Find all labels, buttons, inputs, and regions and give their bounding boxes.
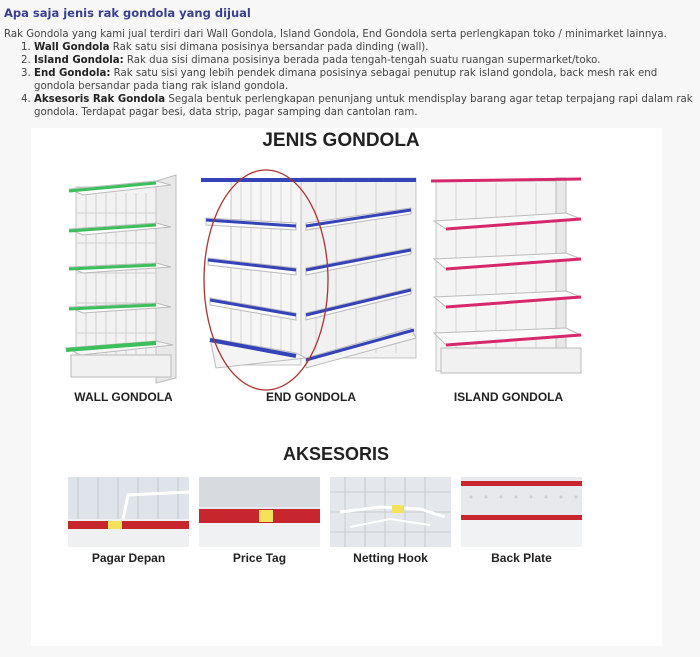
gondola-type-list [4, 41, 694, 119]
caption-netting-hook: Netting Hook [353, 551, 428, 565]
gondola-figure [31, 128, 662, 646]
island-gondola-image [416, 173, 591, 388]
list-item: 4. Aksesoris Rak Gondola Segala bentuk perlengkapan penunjang untuk mendisplay barang agar tetap terpajang rapi dalam rak gondola. Terdapat pagar besi, data strip, pagar samping dan cantolan ram. [34, 93, 694, 119]
wall-gondola-image [61, 173, 191, 388]
intro-block [4, 28, 694, 119]
end-gondola-image [196, 168, 426, 393]
accessory-netting-hook-image [330, 477, 451, 547]
caption-pagar-depan: Pagar Depan [91, 551, 166, 565]
caption-back-plate: Back Plate [491, 551, 552, 565]
caption-wall-gondola: WALL GONDOLA [74, 390, 173, 404]
accessories-heading: AKSESORIS [282, 444, 390, 464]
accessory-price-tag-image [199, 477, 320, 547]
caption-island-gondola: ISLAND GONDOLA [453, 390, 564, 404]
list-item: 1. Wall Gondola Rak satu sisi dimana posisinya bersandar pada dinding (wall). [34, 41, 694, 54]
accessory-back-plate-image [461, 477, 582, 547]
figure-heading: JENIS GONDOLA [262, 130, 420, 151]
page-title: Apa saja jenis rak gondola yang dijual [4, 6, 251, 20]
accessory-pagar-depan-image [68, 477, 189, 547]
caption-price-tag: Price Tag [232, 551, 287, 565]
list-item: 3. End Gondola: Rak satu sisi yang lebih pendek dimana posisinya sebagai penutup rak island gondola, back mesh rak end gondola bersandar pada tiang rak island gondola. [34, 67, 694, 93]
list-item: 2. Island Gondola: Rak dua sisi dimana posisinya berada pada tengah-tengah suatu ruangan supermarket/toko. [34, 54, 694, 67]
intro-text: Rak Gondola yang kami jual terdiri dari Wall Gondola, Island Gondola, End Gondola serta perlengkapan toko / minimarket lainnya. [4, 29, 667, 40]
caption-end-gondola: END GONDOLA [266, 390, 356, 404]
